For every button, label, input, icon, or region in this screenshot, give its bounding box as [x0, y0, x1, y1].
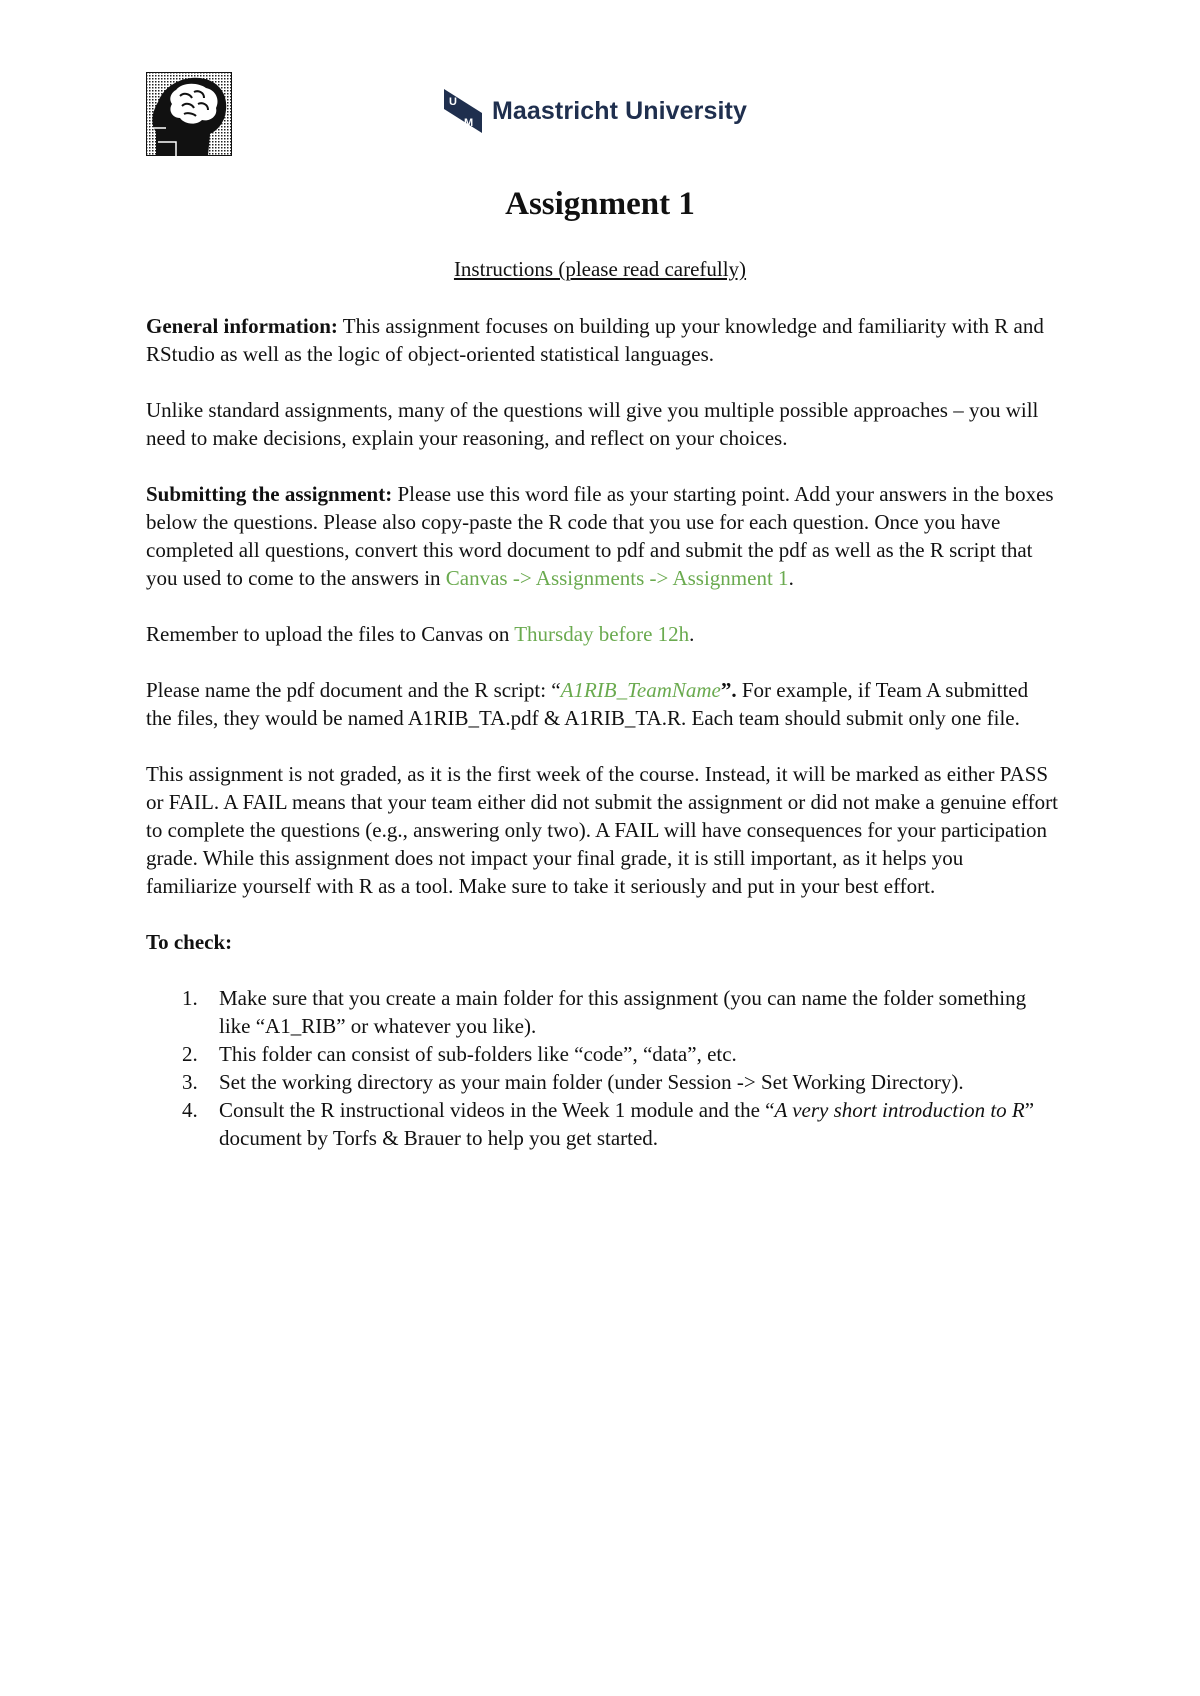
general-information-paragraph — [146, 312, 1058, 368]
brain-head-logo-icon — [146, 72, 232, 156]
general-information-label: General information: — [146, 314, 338, 338]
naming-quote-close: ”. — [720, 678, 737, 702]
page-title: Assignment 1 — [505, 186, 695, 222]
to-check-heading — [146, 928, 1058, 956]
submitting-end: . — [788, 566, 794, 590]
canvas-location-text: Canvas -> Assignments -> Assignment 1 — [445, 566, 789, 590]
um-logo-icon — [444, 89, 482, 133]
list-item-text: Make sure that you create a main folder for this assignment (you can name the folder something like “A1_RIB” or whatever you like). — [219, 986, 1027, 1038]
list-item-text-after: ” document by Torfs & Brauer to help you get started. — [219, 1098, 1035, 1150]
list-item — [146, 1096, 1058, 1152]
to-check-label: To check: — [146, 930, 233, 954]
svg-text:M: M — [464, 117, 474, 129]
list-item-number: 2. — [182, 1042, 198, 1066]
page-subtitle: Instructions (please read carefully) — [453, 257, 747, 281]
list-item — [146, 984, 1058, 1040]
deadline-end: . — [689, 622, 695, 646]
deadline-paragraph — [146, 620, 1058, 648]
list-item-text: Set the working directory as your main folder (under Session -> Set Working Directory). — [219, 1070, 964, 1094]
general-information-text: This assignment focuses on building up your knowledge and familiarity with R and RStudio as well as the logic of object-oriented statistical languages. — [146, 314, 1044, 366]
submitting-text: Please use this word file as your starting point. Add your answers in the boxes below the questions. Please also copy-paste the R code that you use for each question. Once you have completed all questions, convert this word document to pdf and submit the pdf as well as the R script that you used to come to the answers in — [146, 482, 1054, 590]
deadline-highlight: Thursday before 12h — [514, 622, 690, 646]
deadline-text: Remember to upload the files to Canvas on — [146, 622, 515, 646]
university-name: Maastricht University — [492, 96, 747, 125]
grading-paragraph: This assignment is not graded, as it is the first week of the course. Instead, it will be marked as either PASS or FAIL. A FAIL means that your team either did not submit the assignment or did not make a genuine effort to complete the questions (e.g., answering only two). A FAIL will have consequences for your participation grade. While this assignment does not impact your final grade, it is still important, as it helps you familiarize yourself with R as a tool. Make sure to take it seriously and put in your best effort. — [146, 762, 1058, 898]
list-item-text: This folder can consist of sub-folders like “code”, “data”, etc. — [219, 1042, 737, 1066]
svg-text:U: U — [449, 96, 457, 108]
checklist — [146, 984, 1058, 1152]
approaches-paragraph: Unlike standard assignments, many of the questions will give you multiple possible approaches – you will need to make decisions, explain your reasoning, and reflect on your choices. — [146, 398, 1039, 450]
list-item — [146, 1068, 1058, 1096]
list-item — [146, 1040, 1058, 1068]
list-item-text-before: Consult the R instructional videos in the Week 1 module and the “ — [219, 1098, 775, 1122]
document-body — [146, 312, 1058, 1152]
submitting-label: Submitting the assignment: — [146, 482, 393, 506]
naming-paragraph — [146, 676, 1058, 732]
naming-text-2: For example, if Team A submitted the files, they would be named A1RIB_TA.pdf & A1RIB_TA.R. Each team should submit only one file. — [146, 678, 1029, 730]
naming-pattern: A1RIB_TeamName — [560, 678, 721, 702]
naming-text-1: Please name the pdf document and the R script: “ — [146, 678, 561, 702]
list-item-number: 3. — [182, 1070, 198, 1094]
list-item-number: 4. — [182, 1098, 198, 1122]
document-title-italic: A very short introduction to R — [774, 1098, 1025, 1122]
list-item-number: 1. — [182, 986, 198, 1010]
submitting-paragraph — [146, 480, 1058, 592]
university-logo — [444, 88, 747, 134]
